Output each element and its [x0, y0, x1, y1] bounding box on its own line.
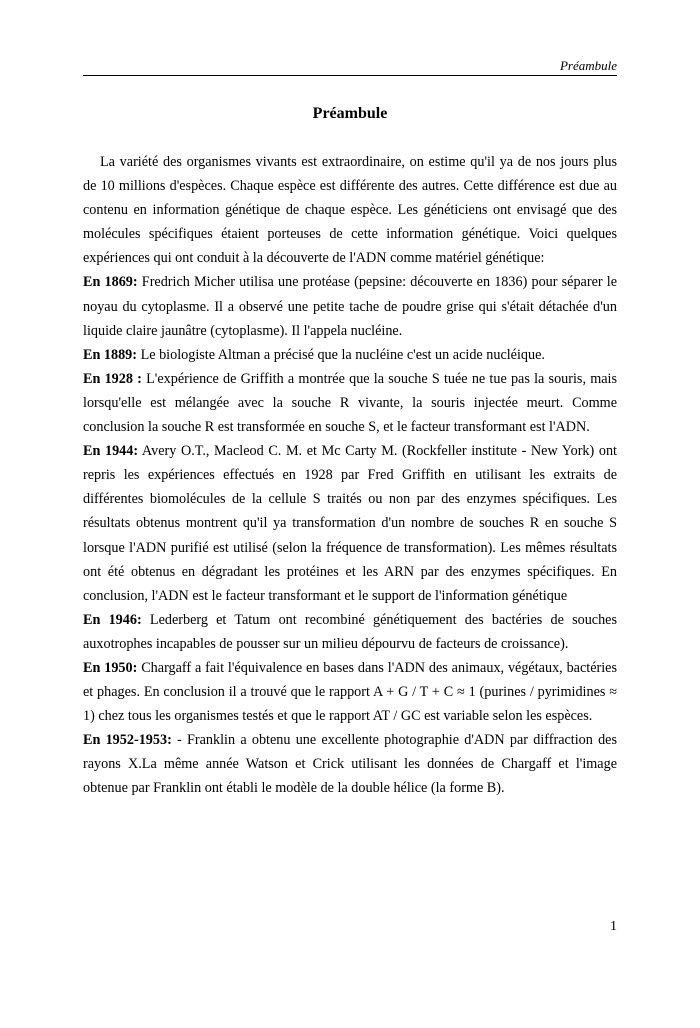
entry-1889 — [83, 343, 617, 367]
entry-text: - Franklin a obtenu une excellente photographie d'ADN par diffraction des rayons X.La même année Watson et Crick utilisant les données de Chargaff et l'image obtenue par Franklin ont établi le modèle de la double hélice (la forme B). — [83, 732, 618, 797]
entry-1946 — [83, 608, 617, 656]
entry-text: Fredrich Micher utilisa une protéase (pepsine: découverte en 1836) pour séparer le noyau du cytoplasme. Il a observé une petite tache de poudre grise qui s'était détachée d'un liquide claire jaunâtre (cytoplasme). Il l'appela nucléine. — [83, 274, 618, 339]
entry-1928 — [83, 367, 617, 439]
entry-text: Le biologiste Altman a précisé que la nucléine c'est un acide nucléique. — [137, 346, 545, 363]
page-title: Préambule — [312, 105, 388, 122]
entry-1869 — [83, 270, 617, 342]
entry-year: En 1889: — [83, 346, 138, 363]
entry-year: En 1950: — [83, 659, 138, 676]
entry-year: En 1869: — [83, 274, 138, 291]
header-rule — [83, 75, 617, 76]
entry-year: En 1944: — [83, 443, 139, 460]
entry-year: En 1928 : — [83, 370, 142, 387]
entry-text: Chargaff a fait l'équivalence en bases dans l'ADN des animaux, végétaux, bactéries et phages. En conclusion il a trouvé que le rapport A + G / T + C ≈ 1 (purines / pyrimidines ≈ 1) chez tous les organismes testés et que le rapport AT / GC est variable selon les espèces. — [83, 659, 617, 725]
entry-year: En 1952-1953: — [83, 732, 172, 749]
intro-paragraph: La variété des organismes vivants est extraordinaire, on estime qu'il ya de nos jours plus de 10 millions d'espèces. Chaque espèce est différente des autres. Cette différence est due au contenu en information génétique de chaque espèce. Les généticiens ont envisagé que des molécules spécifiques étaient porteuses de cette information génétique. Voici quelques expériences qui ont conduit à la découverte de l'ADN comme matériel génétique: — [83, 154, 617, 267]
running-header: Préambule — [559, 58, 617, 73]
entry-year: En 1946: — [83, 611, 142, 628]
body-text — [83, 150, 617, 801]
entry-text: Lederberg et Tatum ont recombiné génétiquement des bactéries de souches auxotrophes incapables de pousser sur un milieu dépourvu de facteurs de croissance). — [83, 611, 617, 652]
entry-1944 — [83, 439, 617, 608]
entry-text: Avery O.T., Macleod C. M. et Mc Carty M. (Rockfeller institute - New York) ont repris les expériences effectués en 1928 par Fred Griffith en utilisant les extraits de différentes biomolécules de la cellule S traités ou non par des enzymes spécifiques. Les résultats obtenus montrent qu'il ya transformation d'un nombre de souches R en souche S lorsque l'ADN purifié est utilisé (selon la fréquence de transformation). Les mêmes résultats ont été obtenus en dégradant les protéines et les ARN par des enzymes spécifiques. En conclusion, l'ADN est le facteur transformant et le support de l'information génétique — [83, 443, 617, 604]
entry-1950 — [83, 656, 617, 728]
entry-1952-1953 — [83, 728, 617, 800]
entry-text: L'expérience de Griffith a montrée que la souche S tuée ne tue pas la souris, mais lorsqu'elle est mélangée avec la souche R vivante, la souris injectée meurt. Comme conclusion la souche R est transformée en souche S, et le facteur transformant est l'ADN. — [83, 370, 617, 436]
page-number: 1 — [610, 919, 617, 934]
